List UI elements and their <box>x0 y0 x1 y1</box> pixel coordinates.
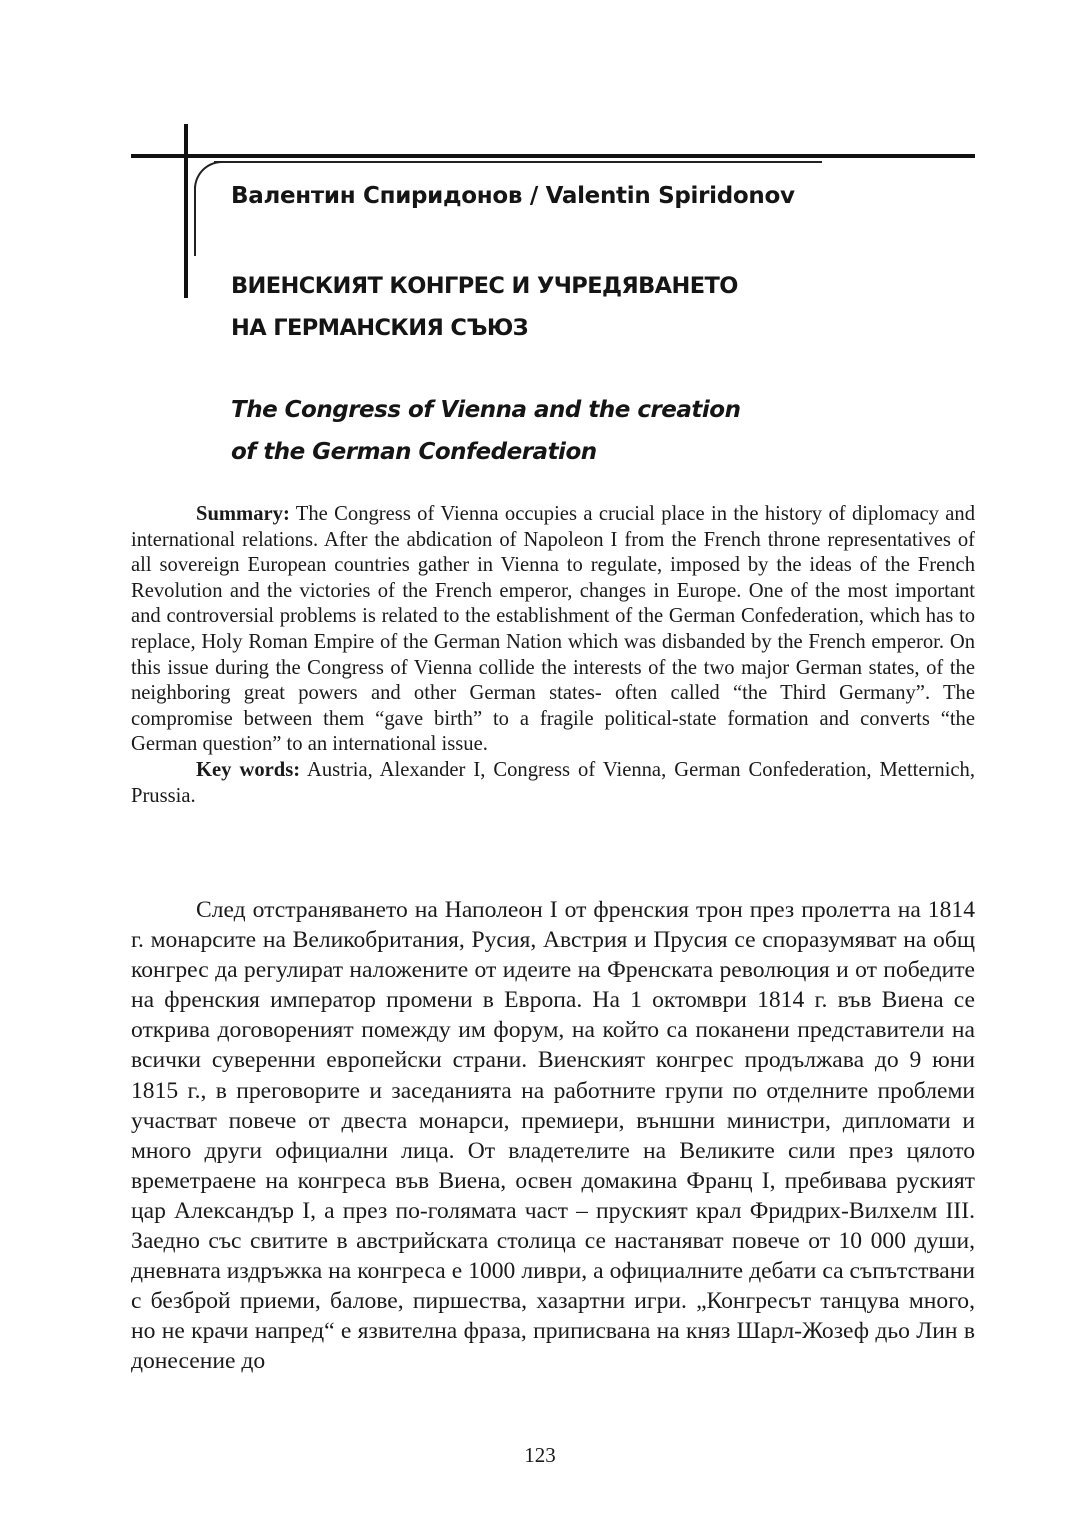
abstract <box>131 502 975 809</box>
header-corner-arc <box>194 161 234 201</box>
article-body <box>131 895 975 1377</box>
summary-text: The Congress of Vienna occupies a crucial place in the history of diplomacy and international relations. After the abdication of Napoleon I from the French throne representatives of all sovereign European countries gather in Vienna to regulate, imposed by the ideas of the French Revolution and the victories of the French emperor, changes in Europe. One of the most important and controversial problems is related to the establishment of the German Confederation, which has to replace, Holy Roman Empire of the German Nation which was disbanded by the French emperor. On this issue during the Congress of Vienna collide the interests of the two major German states, of the neighboring great powers and other German states- often called “the Third Germany”. The compromise between them “gave birth” to a fragile political-state formation and converts “the German question” to an international issue. <box>131 503 975 756</box>
title-bg-line-2: НА ГЕРМАНСКИЯ СЪЮЗ <box>231 315 529 341</box>
author-name: Валентин Спиридонов / Valentin Spiridonov <box>231 183 795 209</box>
title-bg-line-1: ВИЕНСКИЯТ КОНГРЕС И УЧРЕДЯВАНЕТО <box>231 273 738 299</box>
summary-paragraph <box>131 502 975 758</box>
keywords-paragraph <box>131 758 975 809</box>
title-en-line-2: of the German Confederation <box>231 439 597 465</box>
title-en-line-1: The Congress of Vienna and the creation <box>231 397 741 423</box>
header-inner-rule-horizontal <box>214 161 822 163</box>
header-rule-vertical <box>184 124 188 298</box>
keywords-label: Key words: <box>196 758 301 781</box>
header-rule-horizontal <box>131 154 975 158</box>
article-title-bulgarian <box>231 265 738 349</box>
keywords-text: Austria, Alexander I, Congress of Vienna, German Confederation, Metternich, Prussia. <box>131 758 975 807</box>
page-number: 123 <box>524 1443 556 1467</box>
body-paragraph: След отстраняването на Наполеон I от френския трон през пролетта на 1814 г. монарсите на Великобритания, Русия, Австрия и Прусия се споразумяват на общ конгрес да регулират наложените от идеите на Френската революция и от победите на френския император промени в Европа. На 1 октомври 1814 г. във Виена се открива договореният помежду им форум, на който са поканени представители на всички суверенни европейски страни. Виенският конгрес продължава до 9 юни 1815 г., в преговорите и заседанията на работните групи по отделните проблеми участват повече от двеста монарси, премиери, външни министри, дипломати и много други официални лица. От владетелите на Великите сили през цялото времетраене на конгреса във Виена, освен домакина Франц I, пребивава руският цар Александър I, а през по-голямата част – пруският крал Фридрих-Вилхелм III. Заедно със свитите в австрийската столица се настаняват повече от 10 000 души, дневната издръжка на конгреса е 1000 ливри, а официалните дебати са съпътствани с безброй приеми, балове, пиршества, хазартни игри. „Конгресът танцува много, но не крачи напред“ е язвителна фраза, приписвана на княз Шарл-Жозеф дьо Лин в донесение до <box>131 897 975 1375</box>
article-title-english <box>231 389 740 473</box>
summary-label: Summary: <box>196 503 290 525</box>
